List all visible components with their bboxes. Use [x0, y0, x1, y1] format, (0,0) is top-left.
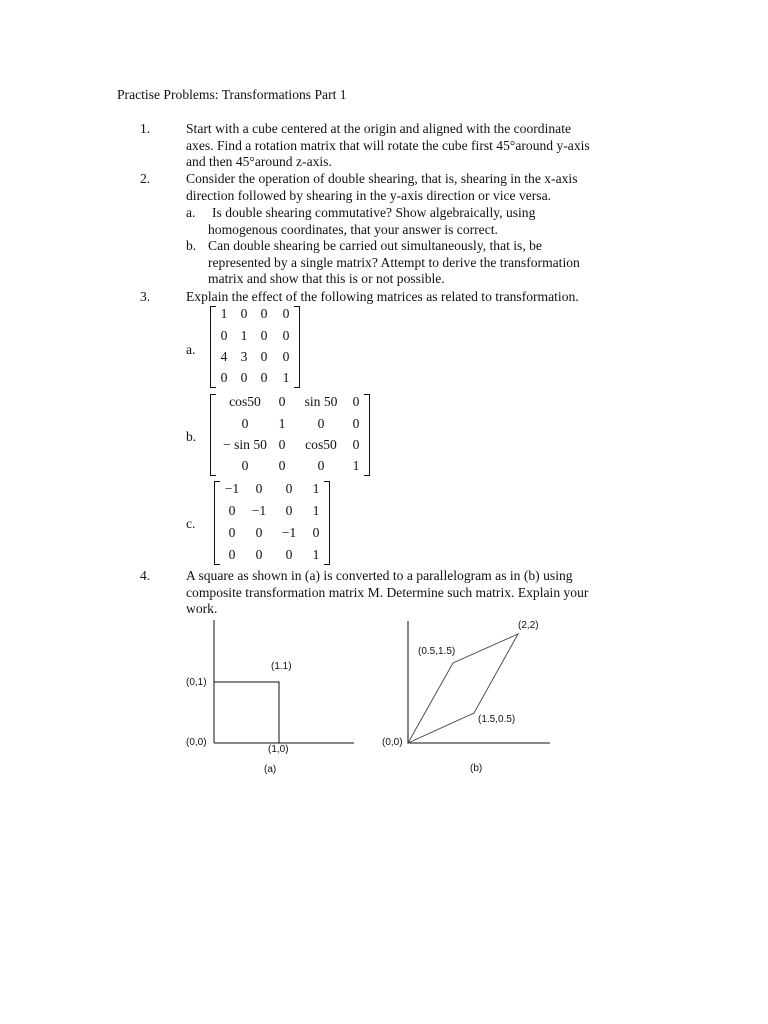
matrix-c-cell: 1 — [312, 481, 320, 496]
problem-2-line-1: Consider the operation of double shearing, that is, shearing in the x-axis — [186, 171, 578, 186]
matrix-a-cell: 0 — [240, 370, 248, 385]
matrix-c-cell: −1 — [224, 481, 240, 496]
problem-2-line-2: direction followed by shearing in the y-axis direction or vice versa. — [186, 187, 552, 203]
matrix-a-cell: 0 — [220, 370, 228, 385]
problem-2b-line-3: matrix and show that this is or not possible. — [208, 271, 445, 287]
matrix-c-cell: 0 — [255, 525, 263, 540]
matrix-c-cell: 0 — [255, 547, 263, 562]
matrix-b-cell: 0 — [241, 458, 249, 473]
matrix-c-cell: 1 — [312, 547, 320, 562]
problem-4-line-1: A square as shown in (a) is converted to a parallelogram as in (b) using — [186, 568, 573, 583]
figure-b — [382, 620, 550, 774]
problem-3-number: 3. — [140, 289, 151, 304]
figure-a-caption: (a) — [264, 764, 277, 775]
matrix-a-cell: 0 — [282, 306, 290, 321]
matrix-c-label: c. — [186, 516, 196, 531]
figure-a-label-top-left: (0,1) — [186, 677, 207, 688]
figure-b-label-top: (2,2) — [518, 620, 539, 631]
figure-a — [186, 620, 354, 775]
matrix-a-cell: 0 — [220, 328, 228, 343]
page-title: Practise Problems: Transformations Part 1 — [117, 87, 347, 102]
matrix-b-cell: 0 — [278, 458, 286, 473]
figure-a-label-top-right: (1.1) — [271, 661, 292, 672]
problem-1-line-3: and then 45°around z-axis. — [186, 154, 332, 170]
matrix-c-cell: −1 — [281, 525, 297, 540]
matrix-b-label: b. — [186, 429, 197, 444]
problem-4-line-2: composite transformation matrix M. Determine such matrix. Explain your — [186, 584, 589, 600]
matrix-b-cell: 0 — [317, 458, 325, 473]
problem-1-number: 1. — [140, 121, 151, 136]
matrix-b-cell: 0 — [352, 394, 360, 409]
figure-b-label-origin: (0,0) — [382, 737, 403, 748]
matrix-b-cell: 0 — [352, 437, 360, 452]
matrix-a-cell: 0 — [260, 370, 268, 385]
matrix-b-cell: sin 50 — [304, 394, 338, 409]
figure-a-square — [214, 682, 279, 743]
matrix-a-cell: 0 — [282, 349, 290, 364]
matrix-a-cell: 0 — [240, 306, 248, 321]
matrix-a-cell: 0 — [260, 349, 268, 364]
matrix-c-cell: 1 — [312, 503, 320, 518]
matrix-a-cell: 0 — [260, 328, 268, 343]
matrix-a-cell: 1 — [220, 306, 228, 321]
matrix-b-cell: 0 — [352, 416, 360, 431]
matrix-a-label: a. — [186, 342, 196, 357]
matrix-b-cell: 1 — [352, 458, 360, 473]
matrix-c-cell: −1 — [251, 503, 267, 518]
figure-a-label-bottom-right: (1,0) — [268, 744, 289, 755]
matrix-c-cell: 0 — [285, 481, 293, 496]
matrix-a-cell: 4 — [220, 349, 228, 364]
problem-2a-line-1: Is double shearing commutative? Show algebraically, using — [212, 205, 536, 220]
matrix-b-cell: 0 — [278, 394, 286, 409]
problem-2b-line-2: represented by a single matrix? Attempt to derive the transformation — [208, 254, 580, 270]
matrix-c-cell: 0 — [285, 547, 293, 562]
matrix-b-cell: 0 — [241, 416, 249, 431]
matrix-c-cell: 0 — [255, 481, 263, 496]
matrix-b-cell: 0 — [317, 416, 325, 431]
problem-2a-line-2: homogenous coordinates, that your answer is correct. — [208, 221, 498, 237]
problem-2b-label: b. — [186, 238, 197, 253]
figure-b-caption: (b) — [470, 763, 483, 774]
matrix-b-cell: 0 — [278, 437, 286, 452]
matrix-c-cell: 0 — [285, 503, 293, 518]
figure-b-label-right: (1.5,0.5) — [478, 714, 516, 725]
matrix-b-cell: cos50 — [305, 437, 337, 452]
problem-2-number: 2. — [140, 171, 151, 186]
problem-2b-line-1: Can double shearing be carried out simultaneously, that is, be — [208, 238, 542, 253]
matrix-c-cell: 0 — [228, 547, 236, 562]
matrix-a-cell: 3 — [240, 349, 248, 364]
problem-1-line-2: axes. Find a rotation matrix that will rotate the cube first 45°around y-axis — [186, 137, 590, 153]
matrix-a-cell: 0 — [282, 328, 290, 343]
matrix-b-cell: cos50 — [229, 394, 261, 409]
matrix-c-cell: 0 — [228, 503, 236, 518]
problem-4-number: 4. — [140, 568, 151, 583]
matrix-c-cell: 0 — [228, 525, 236, 540]
problem-4-line-3: work. — [186, 601, 218, 617]
matrix-c-cell: 0 — [312, 525, 320, 540]
problem-3-text: Explain the effect of the following matrices as related to transformation. — [186, 289, 579, 304]
matrix-a-cell: 1 — [240, 328, 248, 343]
matrix-b-cell: − sin 50 — [223, 437, 267, 452]
problem-1-line-1: Start with a cube centered at the origin and aligned with the coordinate — [186, 121, 572, 136]
figure-b-label-left: (0.5,1.5) — [418, 646, 456, 657]
figure-a-label-origin: (0,0) — [186, 737, 207, 748]
matrix-a-cell: 1 — [282, 370, 290, 385]
matrix-a-cell: 0 — [260, 306, 268, 321]
matrix-b-cell: 1 — [278, 416, 286, 431]
problem-2a-label: a. — [186, 205, 196, 220]
